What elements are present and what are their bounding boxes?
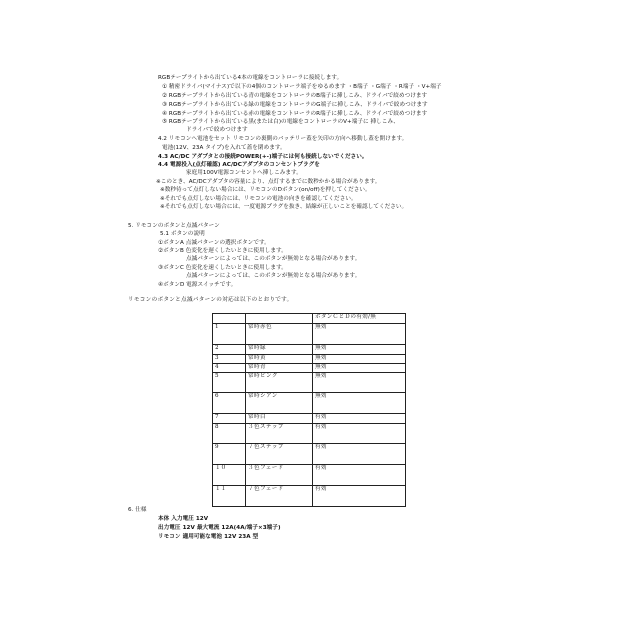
power-on-heading: 4.4 電源投入(点灯確認) AC/DCアダプタのコンセントプラグを bbox=[158, 162, 320, 168]
button-d-desc: ④ボタンD 電源スイッチです。 bbox=[158, 282, 237, 288]
wiring-step-1: ① 精密ドライバ(マイナス)で以下の4個のコントローラ端子をゆるめます ・B端子 ・G端子 ・R端子 ・V+端子 bbox=[162, 84, 442, 90]
button-b-note: 点滅パターンによっては、このボタンが無効となる場合があります。 bbox=[186, 256, 361, 262]
row-number: 8 bbox=[213, 424, 246, 444]
wiring-intro: RGBテープライトから出ている4本の電線をコントローラに接続します。 bbox=[158, 75, 343, 81]
pattern-table bbox=[212, 313, 406, 507]
battery-text: 電池(12V、23A タイプ)を入れて蓋を閉めます。 bbox=[162, 145, 286, 151]
row-cd-valid: 無効 bbox=[313, 345, 406, 355]
table-row bbox=[213, 414, 406, 424]
spec-output: 出力電圧 12V 最大電流 12A(4A/端子×3端子) bbox=[158, 525, 281, 531]
row-pattern: ７色フェード bbox=[246, 486, 313, 507]
row-number: １１ bbox=[213, 486, 246, 507]
row-number: 2 bbox=[213, 345, 246, 355]
row-pattern: 常時緑 bbox=[246, 345, 313, 355]
row-cd-valid: 有効 bbox=[313, 444, 406, 465]
table-row bbox=[213, 324, 406, 345]
table-row bbox=[213, 373, 406, 393]
row-cd-valid: 無効 bbox=[313, 373, 406, 393]
row-cd-valid: 有効 bbox=[313, 486, 406, 507]
row-cd-valid: 有効 bbox=[313, 465, 406, 486]
row-pattern: ３色ステップ bbox=[246, 424, 313, 444]
table-row bbox=[213, 486, 406, 507]
table-row bbox=[213, 355, 406, 364]
row-cd-valid: 無効 bbox=[313, 364, 406, 373]
row-number: 7 bbox=[213, 414, 246, 424]
row-cd-valid: 有効 bbox=[313, 424, 406, 444]
header-cell-cd-valid: ボタンＣとＤの有効/無 bbox=[313, 314, 406, 324]
row-number: １０ bbox=[213, 465, 246, 486]
row-number: 5 bbox=[213, 373, 246, 393]
wiring-step-5-cont: ドライバで絞めつけます bbox=[186, 127, 248, 133]
row-cd-valid: 無効 bbox=[313, 355, 406, 364]
row-cd-valid: 有効 bbox=[313, 414, 406, 424]
wiring-step-2: ② RGBテープライトから出ている青の電線をコントローラのB端子に挿しこみ、ドライバで絞めつけます bbox=[162, 93, 428, 99]
table-row bbox=[213, 393, 406, 414]
row-cd-valid: 無効 bbox=[313, 324, 406, 345]
row-number: 6 bbox=[213, 393, 246, 414]
note-3: ※それでも点灯しない場合には、リモコンの電池の向きを確認してください。 bbox=[160, 196, 357, 202]
note-4: ※それでも点灯しない場合には、一度電源プラグを抜き、結線が正しいことを確認してください。 bbox=[160, 204, 408, 210]
table-caption: リモコンのボタンと点滅パターンの対応は以下のとおりです。 bbox=[128, 297, 293, 303]
table-row bbox=[213, 444, 406, 465]
button-a-desc: ①ボタンA 点滅パターンの選択ボタンです。 bbox=[158, 240, 270, 246]
section5-title: 5. リモコンのボタンと点滅パターン bbox=[128, 223, 220, 229]
row-number: 1 bbox=[213, 324, 246, 345]
note-2: ※数秒待って点灯しない場合には、リモコンのDボタン(on/off)を押してください。 bbox=[160, 187, 371, 193]
spec-remote-battery: リモコン 適用可能な電池 12V 23A 型 bbox=[158, 534, 259, 540]
spec-input-voltage: 本体 入力電圧 12V bbox=[158, 516, 209, 522]
row-cd-valid: 無効 bbox=[313, 393, 406, 414]
row-pattern: ７色ステップ bbox=[246, 444, 313, 465]
button-c-desc: ③ボタンC 色変化を速くしたいときに使用します。 bbox=[158, 265, 287, 271]
section6-title: 6. 仕様 bbox=[128, 507, 147, 513]
row-number: 9 bbox=[213, 444, 246, 465]
wiring-step-5: ⑤ RGBテープライトから出ている黒(または白)の電線をコントローラのV+端子に 挿しこみ、 bbox=[162, 119, 400, 125]
power-on-text: 家庭用100V電源コンセントへ挿しこみます。 bbox=[186, 170, 302, 176]
row-pattern: 常時白 bbox=[246, 414, 313, 424]
table-row bbox=[213, 345, 406, 355]
button-c-note: 点滅パターンによっては、このボタンが無効となる場合があります。 bbox=[186, 273, 361, 279]
battery-heading: 4.2 リモコンへ電池をセット リモコンの裏側のバッテリー蓋を矢印の方向へ移動し蓋を開けます。 bbox=[158, 136, 408, 142]
row-pattern: 常時黄 bbox=[246, 355, 313, 364]
table-header-row bbox=[213, 314, 406, 324]
row-pattern: ３色フェード bbox=[246, 465, 313, 486]
adapter-connection: 4.3 AC/DC アダプタとの接続POWER(+-)端子には何も接続しないでください。 bbox=[158, 154, 368, 160]
note-1: ※このとき、AC/DCアダプタの容量により、点灯するまでに数秒かかる場合があります。 bbox=[156, 179, 381, 185]
header-cell-pattern bbox=[246, 314, 313, 324]
row-number: 4 bbox=[213, 364, 246, 373]
row-number: 3 bbox=[213, 355, 246, 364]
wiring-step-4: ④ RGBテープライトから出ている赤の電線をコントローラのR端子に挿しこみ、ドライバで絞めつけます bbox=[162, 111, 428, 117]
table-row bbox=[213, 364, 406, 373]
button-b-desc: ②ボタンB 色変化を遅くしたいときに使用します。 bbox=[158, 248, 287, 254]
row-pattern: 常時ピンク bbox=[246, 373, 313, 393]
row-pattern: 常時青 bbox=[246, 364, 313, 373]
section5-subtitle: 5.1 ボタンの説明 bbox=[160, 231, 205, 237]
wiring-step-3: ③ RGBテープライトから出ている緑の電線をコントローラのG端子に挿しこみ、ドライバで絞めつけます bbox=[162, 102, 428, 108]
header-cell-number bbox=[213, 314, 246, 324]
row-pattern: 常時シアン bbox=[246, 393, 313, 414]
table-row bbox=[213, 465, 406, 486]
table-row bbox=[213, 424, 406, 444]
row-pattern: 常時赤色 bbox=[246, 324, 313, 345]
